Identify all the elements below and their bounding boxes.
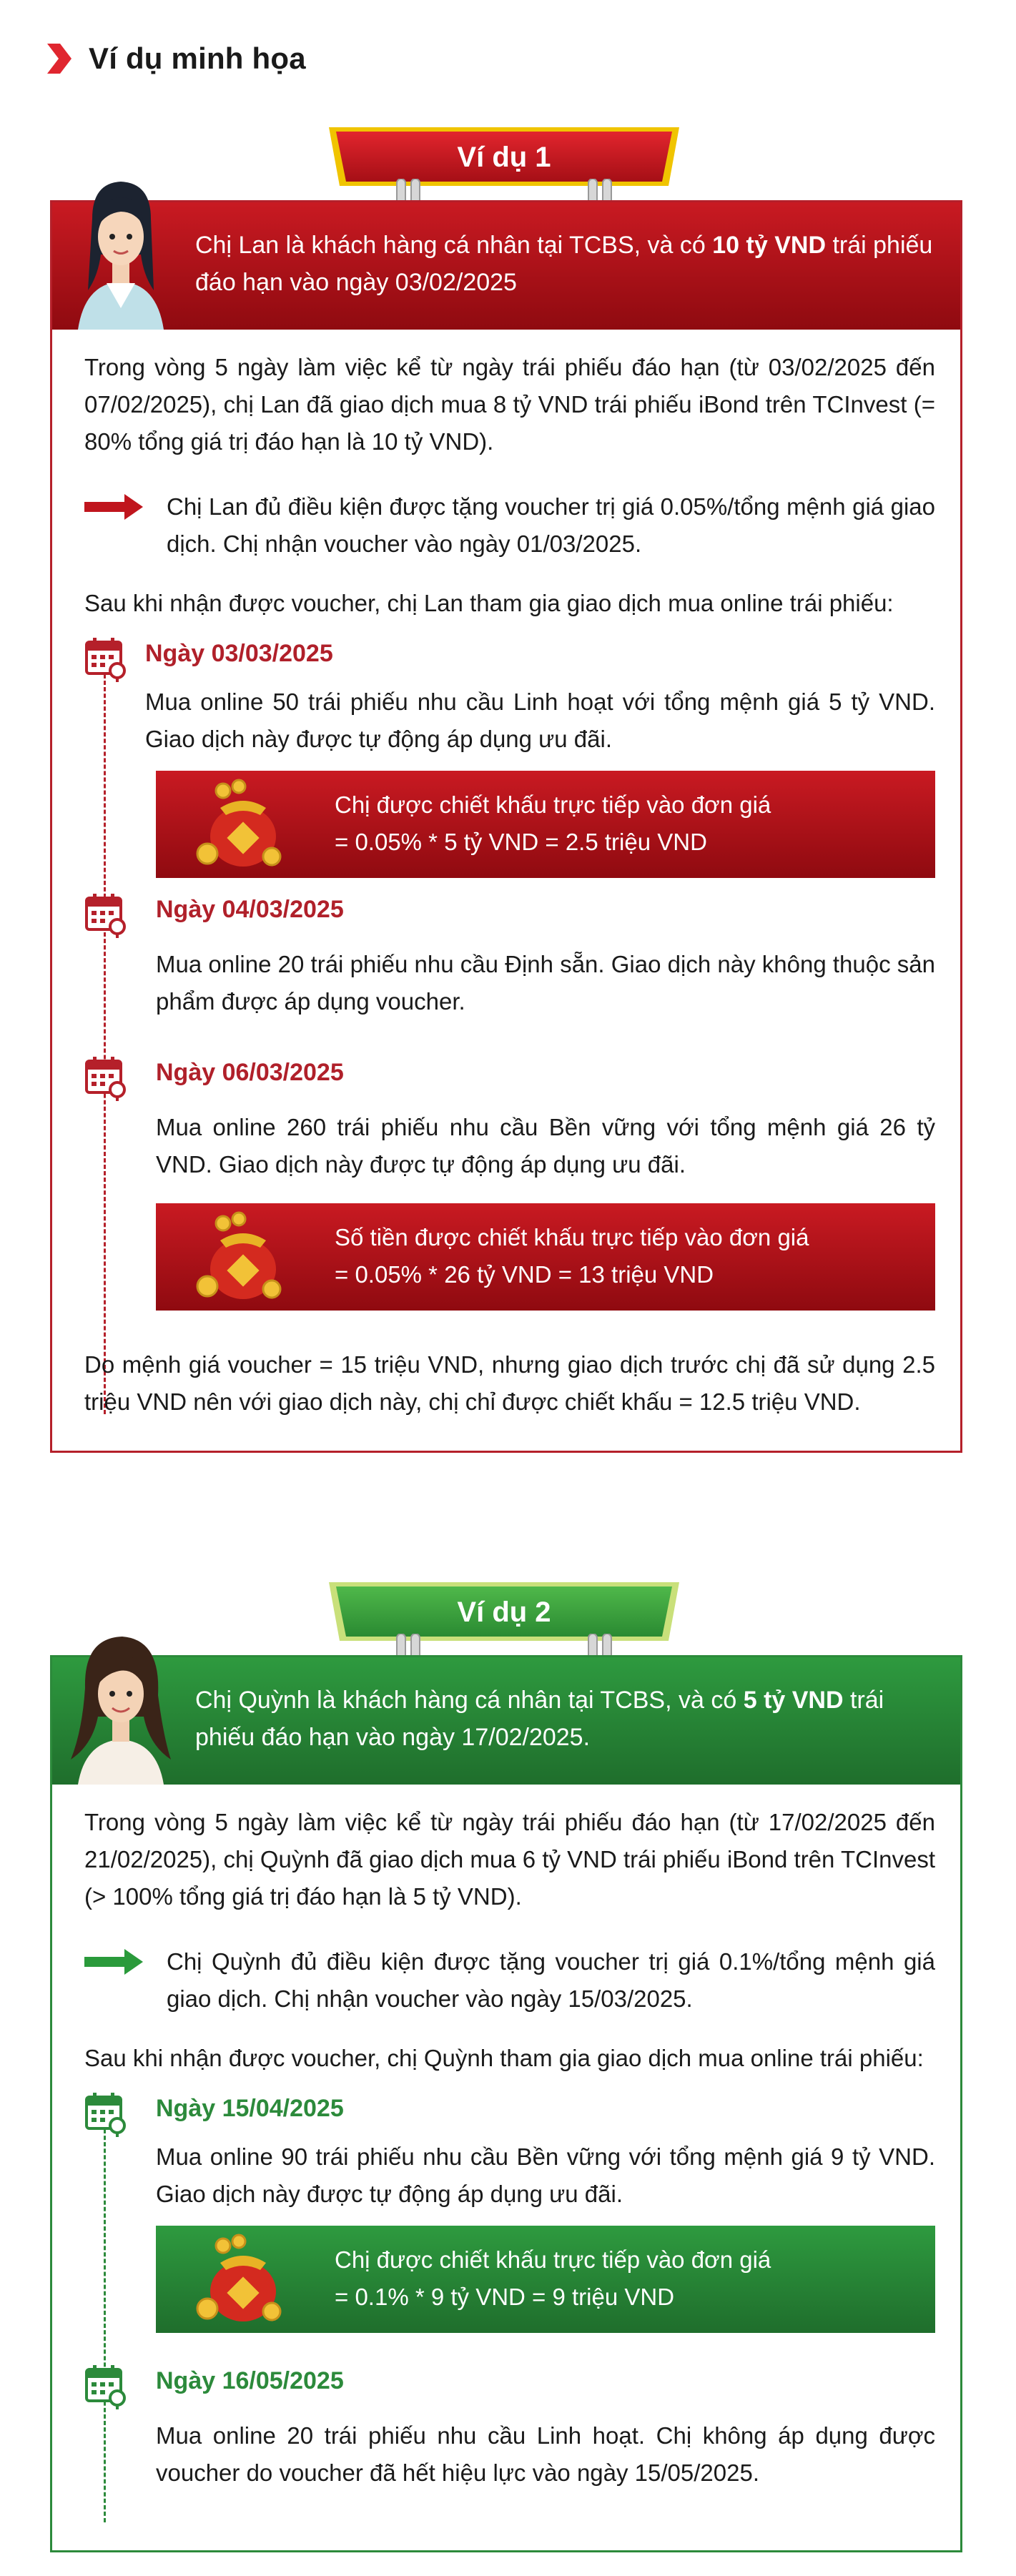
example-2-header <box>52 1657 960 1785</box>
calendar-icon <box>84 892 127 939</box>
calendar-icon <box>84 1055 127 1102</box>
section-title <box>44 37 306 80</box>
example-1-after: Sau khi nhận được voucher, chị Lan tham gia giao dịch mua online trái phiếu: <box>84 590 894 616</box>
example-1-entry-3-text: Mua online 260 trái phiếu nhu cầu Bền vững với tổng mệnh giá 26 tỷ VND. Giao dịch này được tự động áp dụng ưu đãi. <box>156 1114 935 1178</box>
example-1-card <box>50 200 962 1453</box>
example-2-result <box>84 1943 935 2022</box>
example-1-entry-1-date: Ngày 03/03/2025 <box>145 640 333 667</box>
example-2-card <box>50 1655 962 2552</box>
example-1-entry-2-text: Mua online 20 trái phiếu nhu cầu Định sẵn. Giao dịch này không thuộc sản phẩm được áp dụng voucher. <box>156 951 935 1015</box>
lucky-money-bag-icon <box>192 1210 285 1303</box>
example-1 <box>50 122 962 1453</box>
example-2-entry-1-banner <box>156 2226 935 2333</box>
example-1-entry-3-date: Ngày 06/03/2025 <box>156 1059 344 1086</box>
example-2-entry-2-date: Ngày 16/05/2025 <box>156 2367 344 2394</box>
calendar-icon <box>84 636 127 684</box>
example-1-header <box>52 202 960 330</box>
example-1-result-text: Chị Lan đủ điều kiện được tặng voucher trị giá 0.05%/tổng mệnh giá giao dịch. Chị nhận voucher vào ngày 01/03/2025. <box>167 493 935 557</box>
lucky-money-bag-icon <box>192 2233 285 2326</box>
section-title-text: Ví dụ minh họa <box>89 41 306 75</box>
arrow-right-icon <box>84 494 143 520</box>
chevron-right-icon <box>44 42 73 75</box>
example-2-result-text: Chị Quỳnh đủ điều kiện được tặng voucher trị giá 0.1%/tổng mệnh giá giao dịch. Chị nhận voucher vào ngày 15/03/2025. <box>167 1948 935 2012</box>
example-1-timeline <box>104 674 106 1414</box>
example-2-after: Sau khi nhận được voucher, chị Quỳnh tham gia giao dịch mua online trái phiếu: <box>84 2045 924 2071</box>
example-2-tab-label: Ví dụ 2 <box>457 1596 551 1628</box>
example-1-intro: Trong vòng 5 ngày làm việc kể từ ngày trái phiếu đáo hạn (từ 03/02/2025 đến 07/02/2025), chị Lan đã giao dịch mua 8 tỷ VND trái phiếu iBond trên TCInvest (= 80% tổng giá trị đáo hạn là 10 tỷ VND). <box>84 354 935 455</box>
example-2-header-text: Chị Quỳnh là khách hàng cá nhân tại TCBS, và có 5 tỷ VND trái phiếu đáo hạn vào ngày 17/02/2025. <box>195 1687 884 1751</box>
calendar-icon <box>84 2091 127 2138</box>
woman-avatar-icon <box>64 176 178 330</box>
example-1-entry-3-banner <box>156 1203 935 1311</box>
example-2-timeline <box>104 2129 106 2522</box>
example-1-entry-2-date: Ngày 04/03/2025 <box>156 896 344 923</box>
example-1-entry-1-text: Mua online 50 trái phiếu nhu cầu Linh hoạt với tổng mệnh giá 5 tỷ VND. Giao dịch này được tự động áp dụng ưu đãi. <box>145 689 935 752</box>
example-2-entry-1-banner-text: Chị được chiết khấu trực tiếp vào đơn giá = 0.1% * 9 tỷ VND = 9 triệu VND <box>335 2246 771 2310</box>
lucky-money-bag-icon <box>192 778 285 871</box>
calendar-icon <box>84 2364 127 2411</box>
example-1-entry-1-banner <box>156 771 935 878</box>
example-1-tab-label: Ví dụ 1 <box>457 141 551 173</box>
example-1-entry-1-banner-text: Chị được chiết khấu trực tiếp vào đơn giá = 0.05% * 5 tỷ VND = 2.5 triệu VND <box>335 791 771 855</box>
example-2-entry-2-text: Mua online 20 trái phiếu nhu cầu Linh hoạt. Chị không áp dụng được voucher do voucher đã hết hiệu lực vào ngày 15/05/2025. <box>156 2422 935 2486</box>
example-2-entry-1-date: Ngày 15/04/2025 <box>156 2095 344 2122</box>
example-1-entry-3-banner-text: Số tiền được chiết khấu trực tiếp vào đơn giá = 0.05% * 26 tỷ VND = 13 triệu VND <box>335 1224 809 1288</box>
example-1-conclusion: Do mệnh giá voucher = 15 triệu VND, nhưng giao dịch trước chị đã sử dụng 2.5 triệu VND nên với giao dịch này, chị chỉ được chiết khấu = 12.5 triệu VND. <box>84 1351 935 1415</box>
example-1-result <box>84 488 935 567</box>
arrow-right-icon <box>84 1949 143 1975</box>
woman-avatar-icon <box>64 1631 178 1785</box>
example-1-header-text: Chị Lan là khách hàng cá nhân tại TCBS, và có 10 tỷ VND trái phiếu đáo hạn vào ngày 03/02/2025 <box>195 232 933 296</box>
example-2-entry-1-text: Mua online 90 trái phiếu nhu cầu Bền vững với tổng mệnh giá 9 tỷ VND. Giao dịch này được tự động áp dụng ưu đãi. <box>156 2143 935 2207</box>
example-2 <box>50 1576 962 2552</box>
example-2-intro: Trong vòng 5 ngày làm việc kể từ ngày trái phiếu đáo hạn (từ 17/02/2025 đến 21/02/2025), chị Quỳnh đã giao dịch mua 6 tỷ VND trái phiếu iBond trên TCInvest (> 100% tổng giá trị đáo hạn là 5 tỷ VND). <box>84 1809 935 1910</box>
